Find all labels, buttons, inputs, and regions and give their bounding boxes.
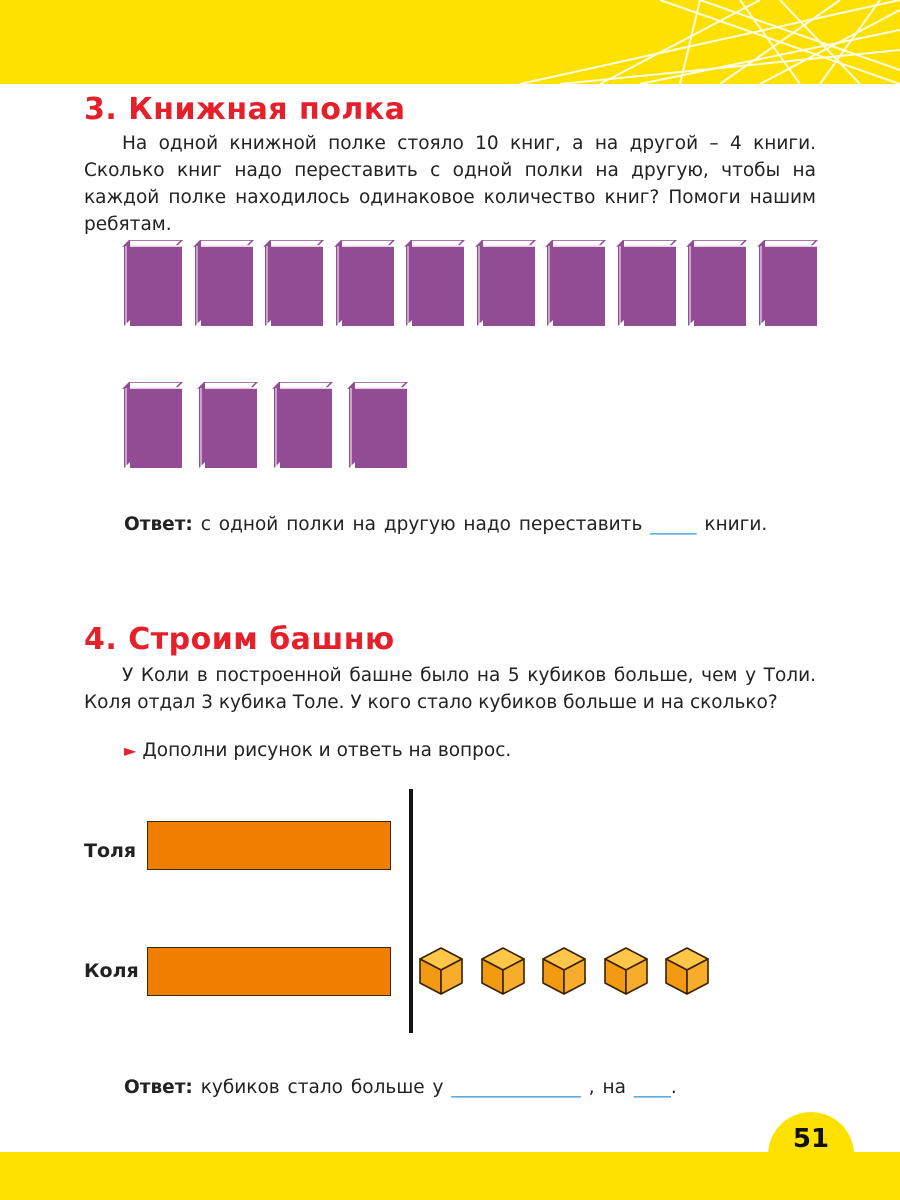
- book-icon: [475, 240, 537, 330]
- book-icon: [545, 240, 607, 330]
- book-icon: [404, 240, 466, 330]
- divider-line: [409, 789, 413, 1033]
- triangle-right-icon: ►: [124, 741, 137, 760]
- book-icon: [122, 240, 184, 330]
- book-icon: [334, 240, 396, 330]
- task4-answer: [124, 1077, 677, 1098]
- answer-text: , на: [588, 1077, 626, 1098]
- answer-blank-howmany[interactable]: ____: [633, 1077, 671, 1098]
- task4-instruction: [124, 740, 511, 761]
- row-label-tolya: Толя: [84, 840, 137, 862]
- cube-icon: [664, 946, 710, 1000]
- cube-icon: [603, 946, 649, 1000]
- book-icon: [272, 382, 334, 472]
- book-icon: [197, 382, 259, 472]
- task3-text: На одной книжной полке стояло 10 книг, а на другой – 4 книги. Сколько книг надо переставить с одной полки на другую, чтобы на каждой полке находилось одинаковое количество книг? Помоги нашим ребятам.: [84, 133, 816, 235]
- book-icon: [616, 240, 678, 330]
- cube-icon: [418, 946, 464, 1000]
- answer-blank-who[interactable]: ______________: [451, 1077, 581, 1098]
- decorative-lines: [0, 0, 900, 84]
- answer-label: Ответ:: [124, 1077, 193, 1098]
- top-decorative-band: [0, 0, 900, 84]
- cube-icon: [480, 946, 526, 1000]
- book-icon: [122, 382, 184, 472]
- bar-kolya: [147, 947, 391, 996]
- answer-text: кубиков стало больше у: [200, 1077, 444, 1098]
- task4-title: 4. Строим башню: [84, 622, 395, 657]
- page-number: 51: [792, 1124, 830, 1154]
- answer-text-end: .: [670, 1077, 677, 1098]
- task3-answer: [124, 514, 767, 535]
- task3-title: 3. Книжная полка: [84, 92, 406, 127]
- answer-text-end: книги.: [704, 514, 768, 535]
- book-icon: [347, 382, 409, 472]
- cube-icon: [541, 946, 587, 1000]
- book-icon: [263, 240, 325, 330]
- answer-blank[interactable]: _____: [650, 514, 697, 535]
- row-label-kolya: Коля: [84, 960, 139, 982]
- book-icon: [686, 240, 748, 330]
- answer-text: с одной полки на другую надо переставить: [200, 514, 643, 535]
- answer-label: Ответ:: [124, 514, 193, 535]
- book-icon: [757, 240, 819, 330]
- instruction-text: Дополни рисунок и ответь на вопрос.: [142, 740, 512, 761]
- task4-text: У Коли в построенной башне было на 5 кубиков больше, чем у Толи. Коля отдал 3 кубика Толе. У кого стало кубиков больше и на сколько?: [84, 665, 816, 713]
- book-icon: [193, 240, 255, 330]
- bar-tolya: [147, 821, 391, 870]
- bottom-decorative-band: [0, 1152, 900, 1200]
